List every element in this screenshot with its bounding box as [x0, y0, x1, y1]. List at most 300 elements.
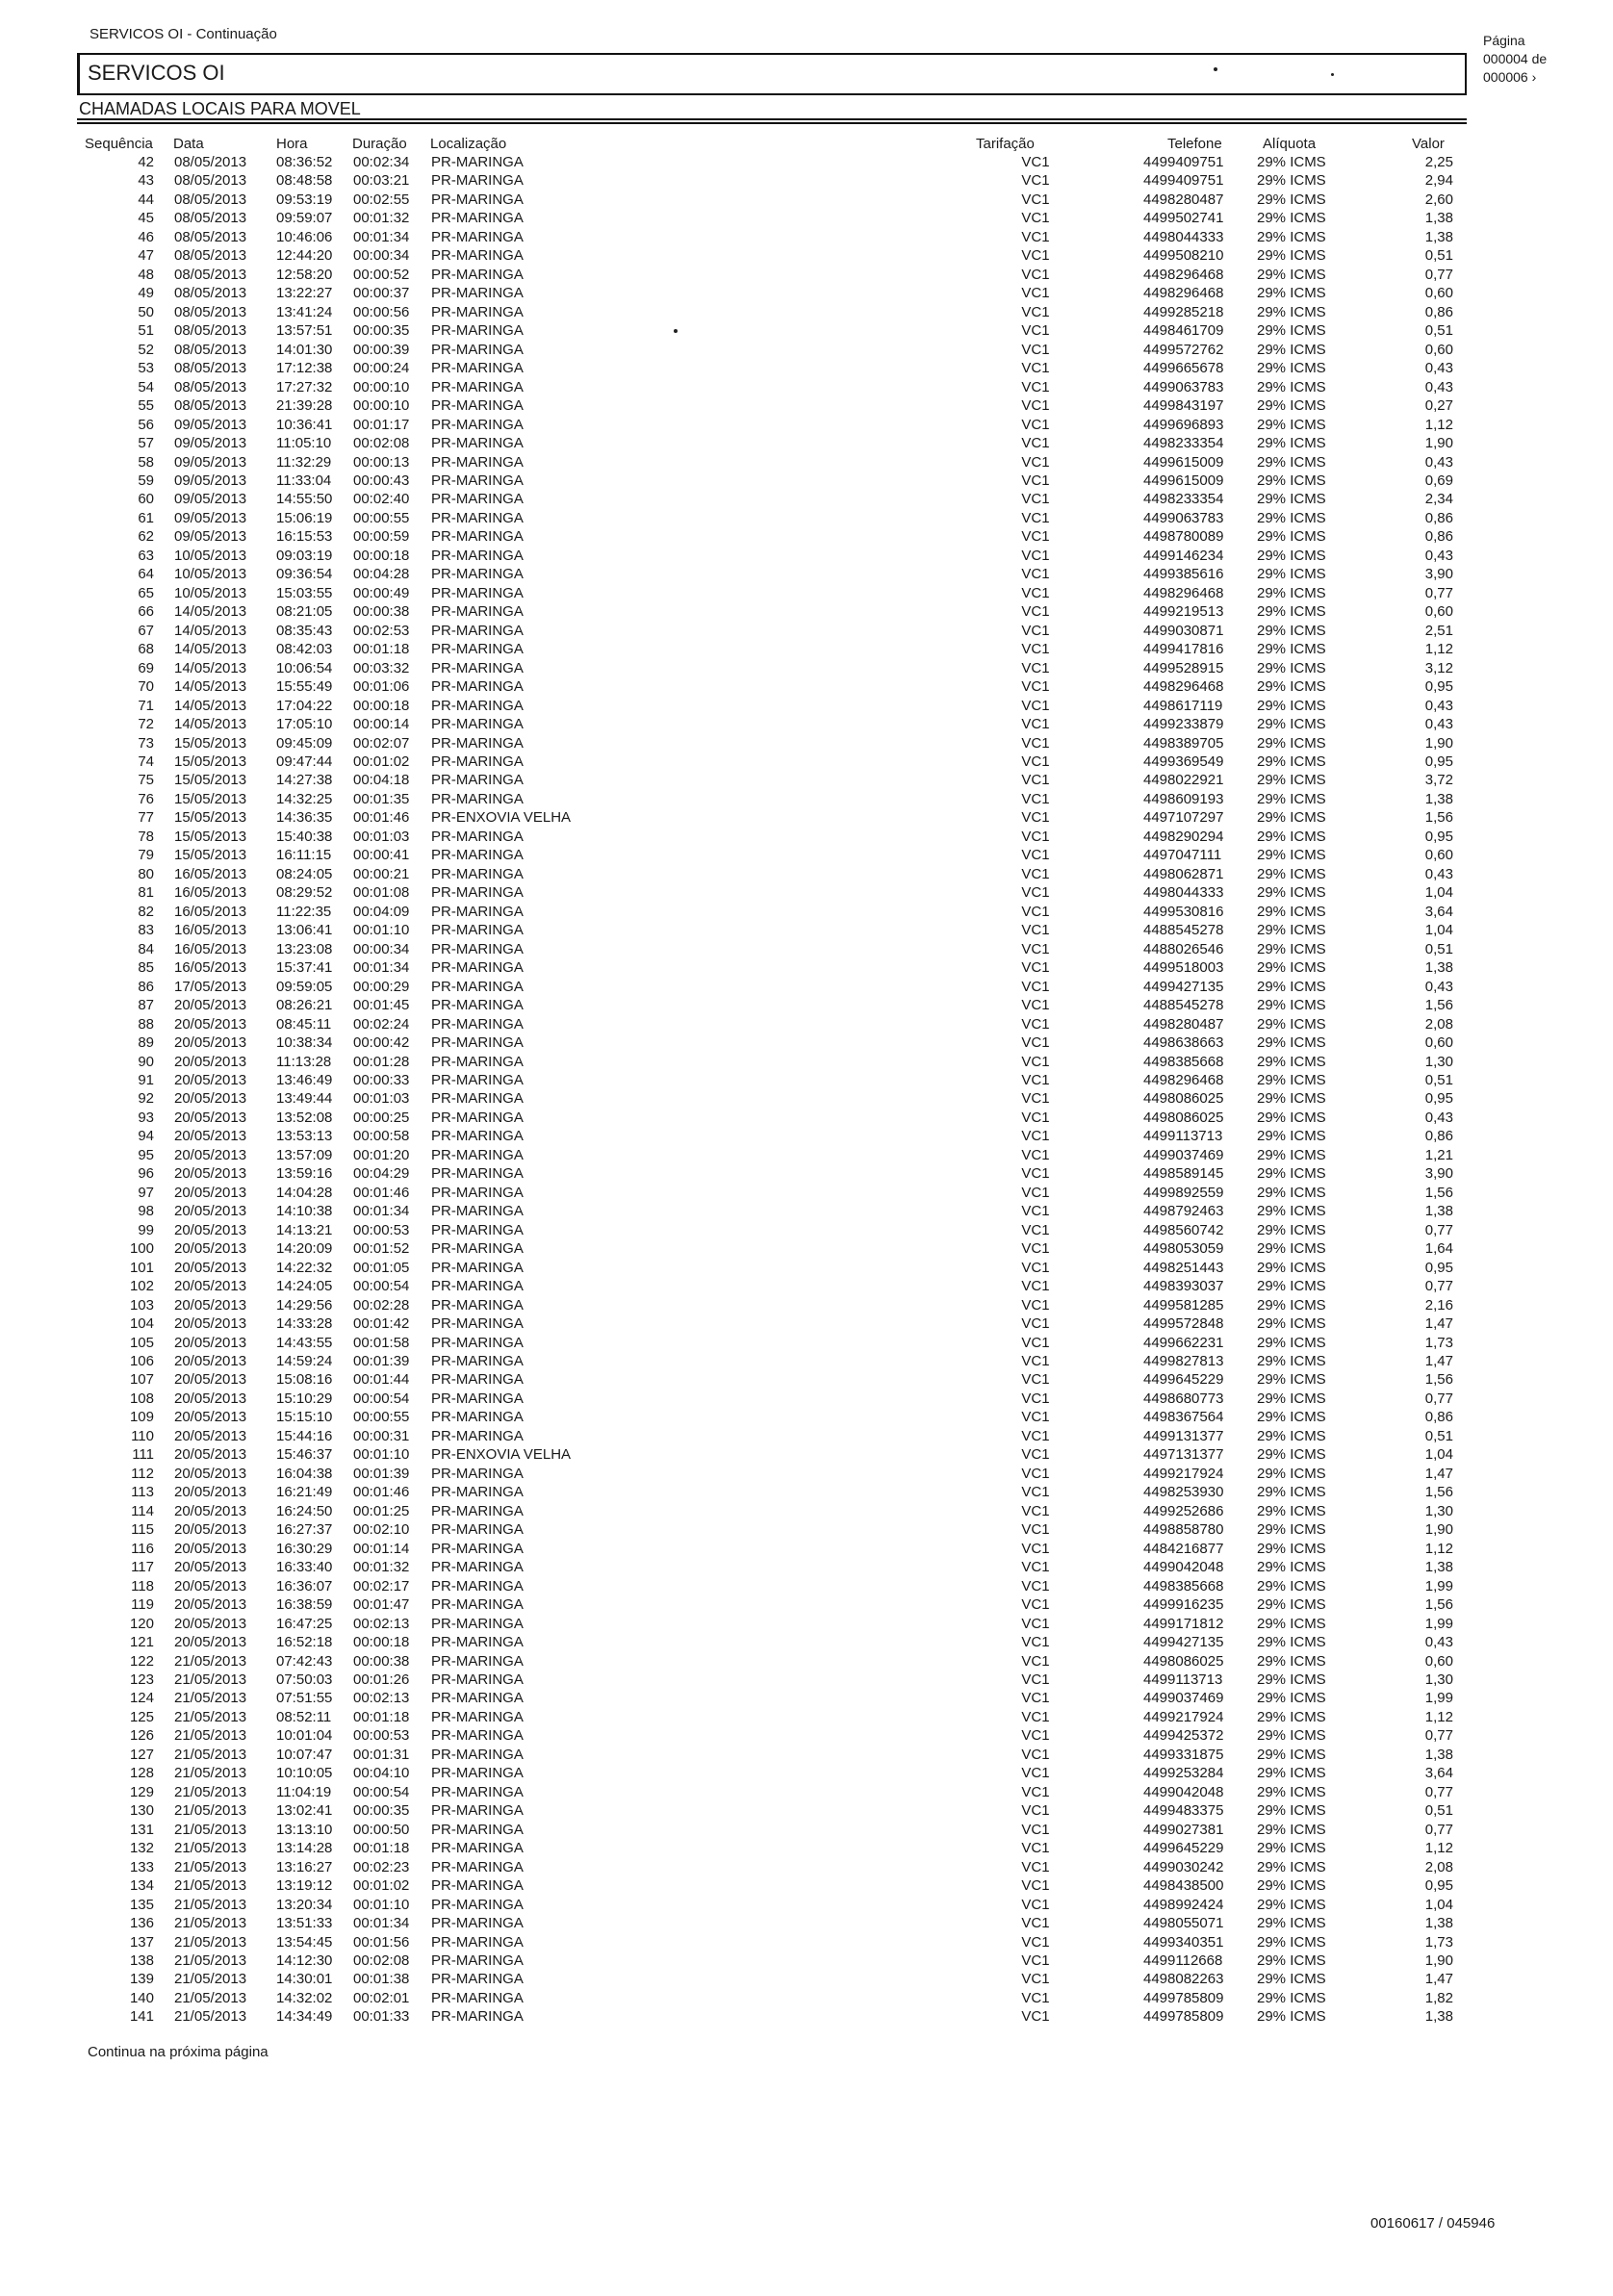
- rate-cell: 29% ICMS: [1257, 360, 1326, 377]
- table-row: [0, 153, 1613, 171]
- duration-cell: 00:00:55: [353, 1409, 410, 1426]
- location-cell: PR-MARINGA: [431, 266, 524, 283]
- rate-cell: 29% ICMS: [1257, 378, 1326, 395]
- rate-cell: 29% ICMS: [1257, 228, 1326, 245]
- time-cell: 13:54:45: [276, 1933, 333, 1951]
- tariff-cell: VC1: [1021, 360, 1050, 377]
- time-cell: 10:38:34: [276, 1034, 333, 1052]
- table-row: [0, 1202, 1613, 1220]
- duration-cell: 00:01:03: [353, 828, 410, 845]
- table-row: [0, 1089, 1613, 1108]
- rate-cell: 29% ICMS: [1257, 659, 1326, 676]
- seq-cell: 102: [129, 1278, 154, 1295]
- phone-cell: 4498296468: [1143, 266, 1224, 283]
- seq-cell: 110: [131, 1427, 154, 1444]
- seq-cell: 82: [138, 903, 154, 920]
- section-title: CHAMADAS LOCAIS PARA MOVEL: [79, 99, 361, 118]
- seq-cell: 120: [129, 1615, 154, 1632]
- seq-cell: 44: [138, 191, 154, 208]
- date-cell: 08/05/2013: [174, 247, 247, 265]
- rate-cell: 29% ICMS: [1257, 266, 1326, 283]
- value-cell: 1,90: [1424, 734, 1453, 752]
- phone-cell: 4499502741: [1143, 210, 1224, 227]
- table-row: [0, 1465, 1613, 1483]
- scan-speck: [1214, 67, 1217, 71]
- time-cell: 14:04:28: [276, 1184, 333, 1201]
- location-cell: PR-MARINGA: [431, 547, 524, 564]
- rate-cell: 29% ICMS: [1257, 1971, 1326, 1988]
- phone-cell: 4497107297: [1143, 809, 1224, 827]
- value-cell: 0,43: [1424, 697, 1453, 714]
- time-cell: 13:53:13: [276, 1128, 333, 1145]
- rate-cell: 29% ICMS: [1257, 1353, 1326, 1369]
- tariff-cell: VC1: [1021, 865, 1050, 882]
- phone-cell: 4499696893: [1143, 416, 1224, 433]
- phone-cell: 4499042048: [1143, 1559, 1224, 1576]
- phone-cell: 4499217924: [1143, 1708, 1224, 1725]
- phone-cell: 4499252686: [1143, 1502, 1224, 1519]
- value-cell: 0,60: [1424, 285, 1453, 302]
- time-cell: 11:04:19: [276, 1783, 332, 1800]
- location-cell: PR-MARINGA: [431, 1278, 524, 1295]
- tariff-cell: VC1: [1021, 847, 1050, 864]
- phone-cell: 4488026546: [1143, 940, 1224, 957]
- time-cell: 08:24:05: [276, 865, 333, 882]
- table-row: [0, 1053, 1613, 1071]
- rate-cell: 29% ICMS: [1257, 1165, 1326, 1183]
- phone-cell: 4499063783: [1143, 509, 1224, 526]
- time-cell: 14:22:32: [276, 1259, 333, 1276]
- location-cell: PR-MARINGA: [431, 1577, 524, 1594]
- rate-cell: 29% ICMS: [1257, 322, 1326, 340]
- tariff-cell: VC1: [1021, 1634, 1050, 1651]
- seq-cell: 73: [138, 734, 154, 752]
- time-cell: 10:07:47: [276, 1746, 333, 1763]
- rate-cell: 29% ICMS: [1257, 1596, 1326, 1614]
- phone-cell: 4488545278: [1143, 922, 1224, 939]
- time-cell: 16:21:49: [276, 1484, 333, 1501]
- table-row: [0, 1671, 1613, 1689]
- scan-speck: [674, 329, 678, 333]
- phone-cell: 4499409751: [1143, 154, 1224, 170]
- rate-cell: 29% ICMS: [1257, 1708, 1326, 1725]
- value-cell: 0,86: [1424, 509, 1453, 526]
- seq-cell: 63: [138, 547, 154, 564]
- table-row: [0, 191, 1613, 209]
- tariff-cell: VC1: [1021, 1783, 1050, 1800]
- time-cell: 14:32:25: [276, 790, 333, 807]
- value-cell: 2,34: [1424, 491, 1453, 508]
- tariff-cell: VC1: [1021, 285, 1050, 302]
- rate-cell: 29% ICMS: [1257, 1915, 1326, 1932]
- value-cell: 0,43: [1424, 360, 1453, 377]
- duration-cell: 00:01:02: [353, 1877, 410, 1895]
- date-cell: 21/05/2013: [174, 1727, 247, 1745]
- date-cell: 14/05/2013: [174, 697, 247, 714]
- tariff-cell: VC1: [1021, 397, 1050, 415]
- date-cell: 16/05/2013: [174, 922, 247, 939]
- value-cell: 1,73: [1424, 1933, 1453, 1951]
- tariff-cell: VC1: [1021, 1802, 1050, 1820]
- seq-cell: 80: [138, 865, 154, 882]
- rate-cell: 29% ICMS: [1257, 172, 1326, 190]
- tariff-cell: VC1: [1021, 1371, 1050, 1389]
- rate-cell: 29% ICMS: [1257, 247, 1326, 265]
- rate-cell: 29% ICMS: [1257, 341, 1326, 358]
- location-cell: PR-MARINGA: [431, 1746, 524, 1763]
- rate-cell: 29% ICMS: [1257, 1540, 1326, 1557]
- date-cell: 21/05/2013: [174, 1746, 247, 1763]
- rate-cell: 29% ICMS: [1257, 865, 1326, 882]
- duration-cell: 00:00:35: [353, 322, 410, 340]
- rate-cell: 29% ICMS: [1257, 678, 1326, 696]
- date-cell: 08/05/2013: [174, 172, 247, 190]
- seq-cell: 52: [138, 341, 154, 358]
- rate-cell: 29% ICMS: [1257, 453, 1326, 471]
- duration-cell: 00:02:34: [353, 154, 410, 170]
- duration-cell: 00:00:24: [353, 360, 410, 377]
- duration-cell: 00:01:18: [353, 641, 410, 658]
- value-cell: 1,12: [1424, 641, 1453, 658]
- time-cell: 14:36:35: [276, 809, 333, 827]
- time-cell: 13:13:10: [276, 1821, 333, 1838]
- phone-cell: 4498780089: [1143, 528, 1224, 546]
- location-cell: PR-MARINGA: [431, 641, 524, 658]
- time-cell: 09:59:05: [276, 978, 333, 995]
- location-cell: PR-MARINGA: [431, 659, 524, 676]
- rate-cell: 29% ICMS: [1257, 1465, 1326, 1482]
- duration-cell: 00:01:02: [353, 753, 410, 770]
- rate-cell: 29% ICMS: [1257, 1203, 1326, 1220]
- table-row: [0, 697, 1613, 715]
- value-cell: 1,82: [1424, 1989, 1453, 2006]
- tariff-cell: VC1: [1021, 228, 1050, 245]
- phone-cell: 4498680773: [1143, 1390, 1224, 1407]
- phone-cell: 4498280487: [1143, 1015, 1224, 1033]
- seq-cell: 69: [138, 659, 154, 676]
- time-cell: 14:59:24: [276, 1353, 333, 1369]
- table-row: [0, 1352, 1613, 1370]
- value-cell: 0,43: [1424, 1109, 1453, 1126]
- table-row: [0, 547, 1613, 565]
- duration-cell: 00:00:37: [353, 285, 410, 302]
- date-cell: 08/05/2013: [174, 341, 247, 358]
- continues-note: Continua na próxima página: [88, 2044, 269, 2060]
- duration-cell: 00:02:24: [353, 1015, 410, 1033]
- location-cell: PR-MARINGA: [431, 697, 524, 714]
- tariff-cell: VC1: [1021, 1221, 1050, 1238]
- table-row: [0, 416, 1613, 434]
- value-cell: 2,08: [1424, 1858, 1453, 1875]
- date-cell: 16/05/2013: [174, 903, 247, 920]
- location-cell: PR-MARINGA: [431, 1896, 524, 1913]
- tariff-cell: VC1: [1021, 266, 1050, 283]
- col-phone: Telefone: [1167, 136, 1222, 152]
- phone-cell: 4488545278: [1143, 997, 1224, 1014]
- time-cell: 14:33:28: [276, 1315, 333, 1333]
- table-row: [0, 640, 1613, 658]
- seq-cell: 48: [138, 266, 154, 283]
- seq-cell: 100: [129, 1240, 154, 1258]
- time-cell: 09:03:19: [276, 547, 333, 564]
- date-cell: 10/05/2013: [174, 584, 247, 601]
- phone-cell: 4484216877: [1143, 1540, 1224, 1557]
- value-cell: 1,12: [1424, 416, 1453, 433]
- seq-cell: 61: [138, 509, 154, 526]
- value-cell: 1,99: [1424, 1577, 1453, 1594]
- seq-cell: 54: [138, 378, 154, 395]
- seq-cell: 68: [138, 641, 154, 658]
- location-cell: PR-MARINGA: [431, 1034, 524, 1052]
- date-cell: 21/05/2013: [174, 2008, 247, 2026]
- duration-cell: 00:01:58: [353, 1334, 410, 1351]
- phone-cell: 4499146234: [1143, 547, 1224, 564]
- time-cell: 09:59:07: [276, 210, 333, 227]
- rate-cell: 29% ICMS: [1257, 528, 1326, 546]
- time-cell: 11:05:10: [276, 435, 332, 452]
- time-cell: 13:06:41: [276, 922, 333, 939]
- date-cell: 20/05/2013: [174, 1165, 247, 1183]
- tariff-cell: VC1: [1021, 1315, 1050, 1333]
- rate-cell: 29% ICMS: [1257, 1783, 1326, 1800]
- location-cell: PR-MARINGA: [431, 491, 524, 508]
- seq-cell: 104: [129, 1315, 154, 1333]
- location-cell: PR-MARINGA: [431, 1146, 524, 1163]
- tariff-cell: VC1: [1021, 1952, 1050, 1969]
- duration-cell: 00:00:59: [353, 528, 410, 546]
- table-row: [0, 1764, 1613, 1782]
- seq-cell: 72: [138, 716, 154, 733]
- tariff-cell: VC1: [1021, 154, 1050, 170]
- value-cell: 3,64: [1424, 1765, 1453, 1782]
- table-row: [0, 359, 1613, 377]
- table-row: [0, 396, 1613, 415]
- duration-cell: 00:02:08: [353, 435, 410, 452]
- date-cell: 21/05/2013: [174, 1765, 247, 1782]
- time-cell: 10:36:41: [276, 416, 333, 433]
- phone-cell: 4498086025: [1143, 1652, 1224, 1670]
- value-cell: 0,69: [1424, 472, 1453, 489]
- value-cell: 0,95: [1424, 1259, 1453, 1276]
- seq-cell: 95: [138, 1146, 154, 1163]
- phone-cell: 4498053059: [1143, 1240, 1224, 1258]
- value-cell: 1,30: [1424, 1671, 1453, 1688]
- duration-cell: 00:00:18: [353, 547, 410, 564]
- date-cell: 21/05/2013: [174, 1802, 247, 1820]
- value-cell: 1,38: [1424, 228, 1453, 245]
- seq-cell: 114: [131, 1502, 154, 1519]
- table-row: [0, 1221, 1613, 1239]
- location-cell: PR-MARINGA: [431, 865, 524, 882]
- seq-cell: 66: [138, 603, 154, 621]
- duration-cell: 00:04:29: [353, 1165, 410, 1183]
- table-row: [0, 1370, 1613, 1389]
- value-cell: 3,90: [1424, 1165, 1453, 1183]
- duration-cell: 00:01:08: [353, 884, 410, 902]
- location-cell: PR-MARINGA: [431, 154, 524, 170]
- duration-cell: 00:01:10: [353, 1446, 410, 1464]
- seq-cell: 42: [138, 154, 154, 170]
- seq-cell: 91: [138, 1071, 154, 1088]
- value-cell: 1,38: [1424, 790, 1453, 807]
- duration-cell: 00:00:56: [353, 303, 410, 320]
- value-cell: 2,51: [1424, 622, 1453, 639]
- location-cell: PR-MARINGA: [431, 922, 524, 939]
- duration-cell: 00:00:31: [353, 1427, 410, 1444]
- tariff-cell: VC1: [1021, 1671, 1050, 1688]
- table-row: [0, 1689, 1613, 1707]
- date-cell: 09/05/2013: [174, 491, 247, 508]
- phone-cell: 4499253284: [1143, 1765, 1224, 1782]
- phone-cell: 4498086025: [1143, 1090, 1224, 1108]
- location-cell: PR-MARINGA: [431, 1933, 524, 1951]
- time-cell: 08:48:58: [276, 172, 333, 190]
- duration-cell: 00:00:53: [353, 1221, 410, 1238]
- table-row: [0, 1952, 1613, 1970]
- table-row: [0, 1839, 1613, 1857]
- date-cell: 20/05/2013: [174, 1278, 247, 1295]
- location-cell: PR-MARINGA: [431, 1128, 524, 1145]
- time-cell: 10:10:05: [276, 1765, 333, 1782]
- table-row: [0, 865, 1613, 883]
- duration-cell: 00:01:46: [353, 809, 410, 827]
- duration-cell: 00:00:14: [353, 716, 410, 733]
- tariff-cell: VC1: [1021, 1090, 1050, 1108]
- date-cell: 20/05/2013: [174, 1540, 247, 1557]
- value-cell: 0,60: [1424, 1652, 1453, 1670]
- tariff-cell: VC1: [1021, 1259, 1050, 1276]
- phone-cell: 4498280487: [1143, 191, 1224, 208]
- time-cell: 16:38:59: [276, 1596, 333, 1614]
- value-cell: 0,51: [1424, 247, 1453, 265]
- location-cell: PR-MARINGA: [431, 228, 524, 245]
- seq-cell: 141: [129, 2008, 154, 2026]
- location-cell: PR-MARINGA: [431, 1971, 524, 1988]
- time-cell: 09:36:54: [276, 566, 333, 583]
- phone-cell: 4499113713: [1143, 1128, 1223, 1145]
- phone-cell: 4499340351: [1143, 1933, 1224, 1951]
- duration-cell: 00:02:55: [353, 191, 410, 208]
- location-cell: PR-MARINGA: [431, 884, 524, 902]
- tariff-cell: VC1: [1021, 922, 1050, 939]
- date-cell: 20/05/2013: [174, 1221, 247, 1238]
- location-cell: PR-MARINGA: [431, 1053, 524, 1070]
- rate-cell: 29% ICMS: [1257, 472, 1326, 489]
- section-divider-lower: [77, 122, 1467, 124]
- rate-cell: 29% ICMS: [1257, 790, 1326, 807]
- location-cell: PR-MARINGA: [431, 1315, 524, 1333]
- rate-cell: 29% ICMS: [1257, 1615, 1326, 1632]
- tariff-cell: VC1: [1021, 622, 1050, 639]
- seq-cell: 92: [138, 1090, 154, 1108]
- table-row: [0, 284, 1613, 302]
- location-cell: PR-MARINGA: [431, 734, 524, 752]
- table-row: [0, 790, 1613, 808]
- rate-cell: 29% ICMS: [1257, 1128, 1326, 1145]
- table-row: [0, 1334, 1613, 1352]
- rate-cell: 29% ICMS: [1257, 940, 1326, 957]
- duration-cell: 00:02:40: [353, 491, 410, 508]
- value-cell: 0,86: [1424, 303, 1453, 320]
- rate-cell: 29% ICMS: [1257, 1989, 1326, 2006]
- tariff-cell: VC1: [1021, 1971, 1050, 1988]
- seq-cell: 90: [138, 1053, 154, 1070]
- location-cell: PR-MARINGA: [431, 1259, 524, 1276]
- tariff-cell: VC1: [1021, 191, 1050, 208]
- date-cell: 09/05/2013: [174, 453, 247, 471]
- table-row: [0, 1633, 1613, 1651]
- table-row: [0, 958, 1613, 977]
- table-row: [0, 1783, 1613, 1801]
- seq-cell: 46: [138, 228, 154, 245]
- date-cell: 20/05/2013: [174, 1109, 247, 1126]
- seq-cell: 118: [131, 1577, 154, 1594]
- section-divider: [77, 118, 1467, 120]
- phone-cell: 4498296468: [1143, 285, 1224, 302]
- duration-cell: 00:01:42: [353, 1315, 410, 1333]
- value-cell: 1,47: [1424, 1353, 1453, 1369]
- tariff-cell: VC1: [1021, 1840, 1050, 1857]
- time-cell: 17:04:22: [276, 697, 333, 714]
- date-cell: 15/05/2013: [174, 790, 247, 807]
- tariff-cell: VC1: [1021, 528, 1050, 546]
- tariff-cell: VC1: [1021, 453, 1050, 471]
- location-cell: PR-MARINGA: [431, 716, 524, 733]
- rate-cell: 29% ICMS: [1257, 603, 1326, 621]
- date-cell: 20/05/2013: [174, 1409, 247, 1426]
- location-cell: PR-MARINGA: [431, 191, 524, 208]
- location-cell: PR-MARINGA: [431, 1184, 524, 1201]
- table-row: [0, 1708, 1613, 1726]
- rate-cell: 29% ICMS: [1257, 154, 1326, 170]
- location-cell: PR-MARINGA: [431, 1690, 524, 1707]
- rate-cell: 29% ICMS: [1257, 1858, 1326, 1875]
- phone-cell: 4498296468: [1143, 1071, 1224, 1088]
- seq-cell: 45: [138, 210, 154, 227]
- seq-cell: 133: [129, 1858, 154, 1875]
- value-cell: 1,47: [1424, 1971, 1453, 1988]
- phone-cell: 4498062871: [1143, 865, 1224, 882]
- seq-cell: 65: [138, 584, 154, 601]
- rate-cell: 29% ICMS: [1257, 191, 1326, 208]
- time-cell: 15:37:41: [276, 959, 333, 977]
- value-cell: 0,60: [1424, 603, 1453, 621]
- table-row: [0, 1146, 1613, 1164]
- rate-cell: 29% ICMS: [1257, 1952, 1326, 1969]
- tariff-cell: VC1: [1021, 1521, 1050, 1539]
- date-cell: 20/05/2013: [174, 1596, 247, 1614]
- phone-cell: 4498461709: [1143, 322, 1224, 340]
- value-cell: 0,95: [1424, 1090, 1453, 1108]
- phone-cell: 4499030871: [1143, 622, 1224, 639]
- rate-cell: 29% ICMS: [1257, 922, 1326, 939]
- date-cell: 15/05/2013: [174, 847, 247, 864]
- seq-cell: 135: [129, 1896, 154, 1913]
- time-cell: 14:34:49: [276, 2008, 333, 2026]
- table-row: [0, 321, 1613, 340]
- rate-cell: 29% ICMS: [1257, 1315, 1326, 1333]
- value-cell: 0,95: [1424, 753, 1453, 770]
- rate-cell: 29% ICMS: [1257, 491, 1326, 508]
- tariff-cell: VC1: [1021, 978, 1050, 995]
- seq-cell: 78: [138, 828, 154, 845]
- rate-cell: 29% ICMS: [1257, 1446, 1326, 1464]
- date-cell: 20/05/2013: [174, 1615, 247, 1632]
- duration-cell: 00:02:17: [353, 1577, 410, 1594]
- rate-cell: 29% ICMS: [1257, 1409, 1326, 1426]
- phone-cell: 4499030242: [1143, 1858, 1224, 1875]
- phone-cell: 4499785809: [1143, 2008, 1224, 2026]
